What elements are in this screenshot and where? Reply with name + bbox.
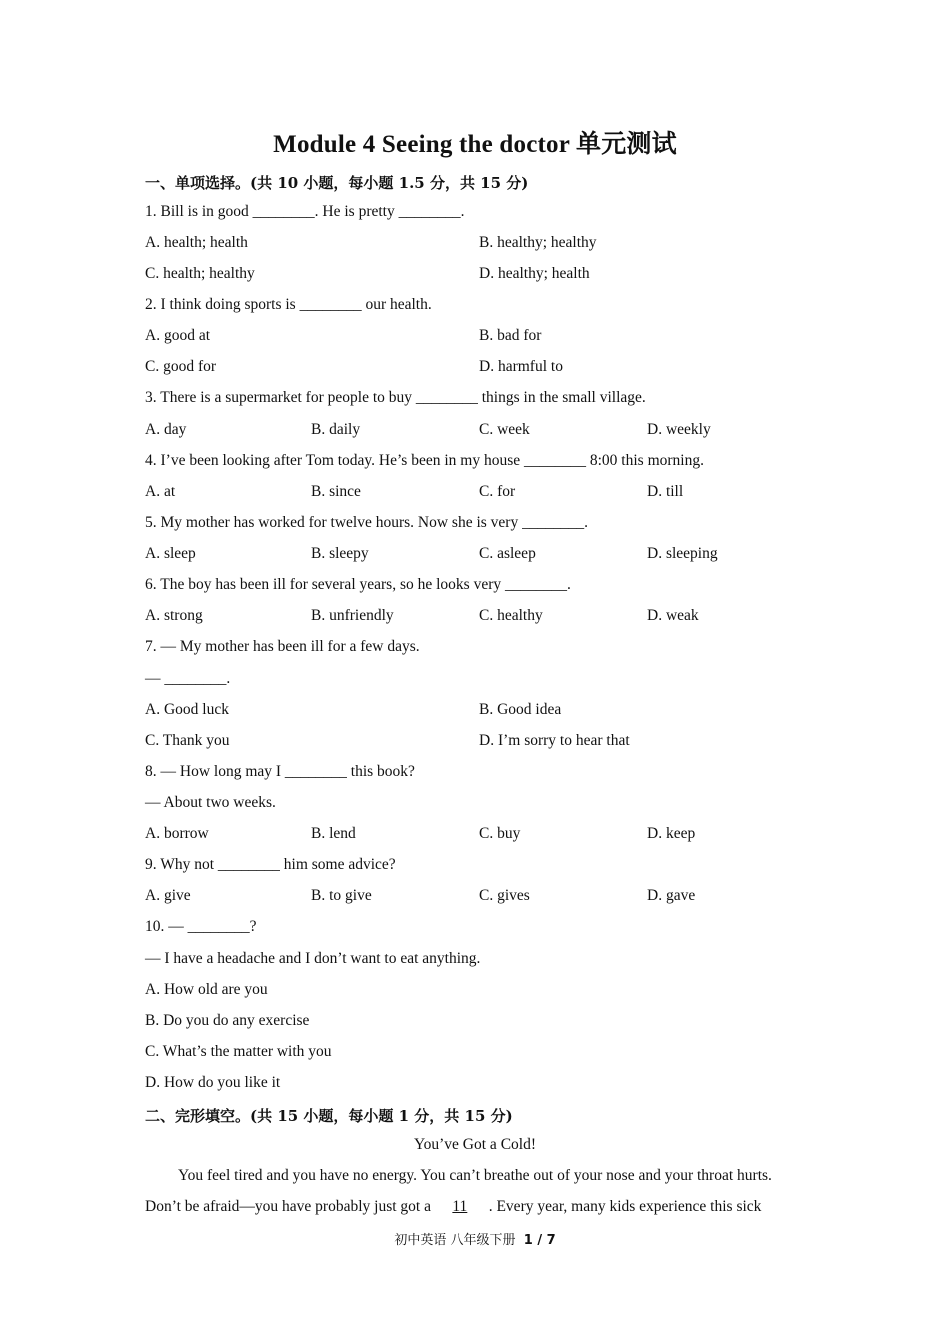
question-4-option-d: D. till (647, 483, 684, 500)
passage-title: You’ve Got a Cold! (414, 1136, 536, 1153)
passage-line-2-start: Don’t be afraid—you have probably just got a (145, 1198, 431, 1215)
question-2-option-b: B. bad for (479, 327, 542, 344)
question-9-option-a: A. give (145, 887, 191, 904)
section-heading-cloze: 二、完形填空。(共 15 小题，每小题 1 分，共 15 分) (145, 1107, 513, 1125)
question-1-option-c: C. health; healthy (145, 265, 255, 282)
question-5-stem: 5. My mother has worked for twelve hours. Now she is very ________. (145, 514, 588, 531)
question-8-response: — About two weeks. (145, 794, 276, 811)
question-9-option-b: B. to give (311, 887, 372, 904)
question-8-stem: 8. — How long may I ________ this book? (145, 763, 415, 780)
footer-page-number: 1 / 7 (523, 1233, 556, 1248)
question-9-option-d: D. gave (647, 887, 696, 904)
question-10-response: — I have a headache and I don’t want to eat anything. (145, 950, 481, 967)
question-8-option-b: B. lend (311, 825, 356, 842)
question-6-stem: 6. The boy has been ill for several years, so he looks very ________. (145, 576, 571, 593)
cloze-blank-11: 11 (452, 1198, 468, 1215)
passage-line-1: You feel tired and you have no energy. You can’t breathe out of your nose and your throat hurts. (178, 1167, 772, 1184)
question-10-option-a: A. How old are you (145, 981, 268, 998)
question-5-option-a: A. sleep (145, 545, 196, 562)
question-9-option-c: C. gives (479, 887, 530, 904)
question-1-option-d: D. healthy; health (479, 265, 590, 282)
question-7-option-d: D. I’m sorry to hear that (479, 732, 630, 749)
question-3-option-a: A. day (145, 421, 187, 438)
question-7-stem: 7. — My mother has been ill for a few days. (145, 638, 420, 655)
question-7-option-c: C. Thank you (145, 732, 230, 749)
question-1-option-a: A. health; health (145, 234, 248, 251)
question-7-response: — ________. (145, 670, 231, 687)
question-6-option-a: A. strong (145, 607, 203, 624)
passage-line-2 (145, 1198, 807, 1216)
question-1-option-b: B. healthy; healthy (479, 234, 597, 251)
question-10-option-c: C. What’s the matter with you (145, 1043, 332, 1060)
question-10-option-d: D. How do you like it (145, 1074, 281, 1091)
question-3-option-c: C. week (479, 421, 530, 438)
question-5-option-d: D. sleeping (647, 545, 718, 562)
question-3-option-d: D. weekly (647, 421, 711, 438)
question-4-option-a: A. at (145, 483, 176, 500)
question-8-option-d: D. keep (647, 825, 696, 842)
question-4-option-c: C. for (479, 483, 516, 500)
page-title: Module 4 Seeing the doctor 单元测试 (273, 131, 677, 158)
question-7-option-b: B. Good idea (479, 701, 562, 718)
question-3-stem: 3. There is a supermarket for people to buy ________ things in the small village. (145, 389, 646, 406)
question-6-option-d: D. weak (647, 607, 699, 624)
question-2-stem: 2. I think doing sports is ________ our health. (145, 296, 432, 313)
question-8-option-c: C. buy (479, 825, 521, 842)
question-8-option-a: A. borrow (145, 825, 209, 842)
question-2-option-d: D. harmful to (479, 358, 563, 375)
question-6-option-b: B. unfriendly (311, 607, 394, 624)
section-heading-multiple-choice: 一、单项选择。(共 10 小题，每小题 1.5 分，共 15 分) (145, 174, 529, 192)
passage-line-2-end: . Every year, many kids experience this sick (488, 1198, 762, 1215)
question-4-stem: 4. I’ve been looking after Tom today. He’s been in my house ________ 8:00 this morning. (145, 452, 704, 469)
question-10-option-b: B. Do you do any exercise (145, 1012, 310, 1029)
question-2-option-a: A. good at (145, 327, 211, 344)
question-5-option-c: C. asleep (479, 545, 536, 562)
footer-subject: 初中英语 八年级下册 (394, 1233, 516, 1248)
question-4-option-b: B. since (311, 483, 361, 500)
page-footer (0, 1229, 950, 1248)
question-1-stem: 1. Bill is in good ________. He is pretty ________. (145, 203, 465, 220)
question-9-stem: 9. Why not ________ him some advice? (145, 856, 396, 873)
question-3-option-b: B. daily (311, 421, 361, 438)
question-10-stem: 10. — ________? (145, 918, 257, 935)
question-6-option-c: C. healthy (479, 607, 543, 624)
question-5-option-b: B. sleepy (311, 545, 369, 562)
question-2-option-c: C. good for (145, 358, 217, 375)
question-7-option-a: A. Good luck (145, 701, 229, 718)
